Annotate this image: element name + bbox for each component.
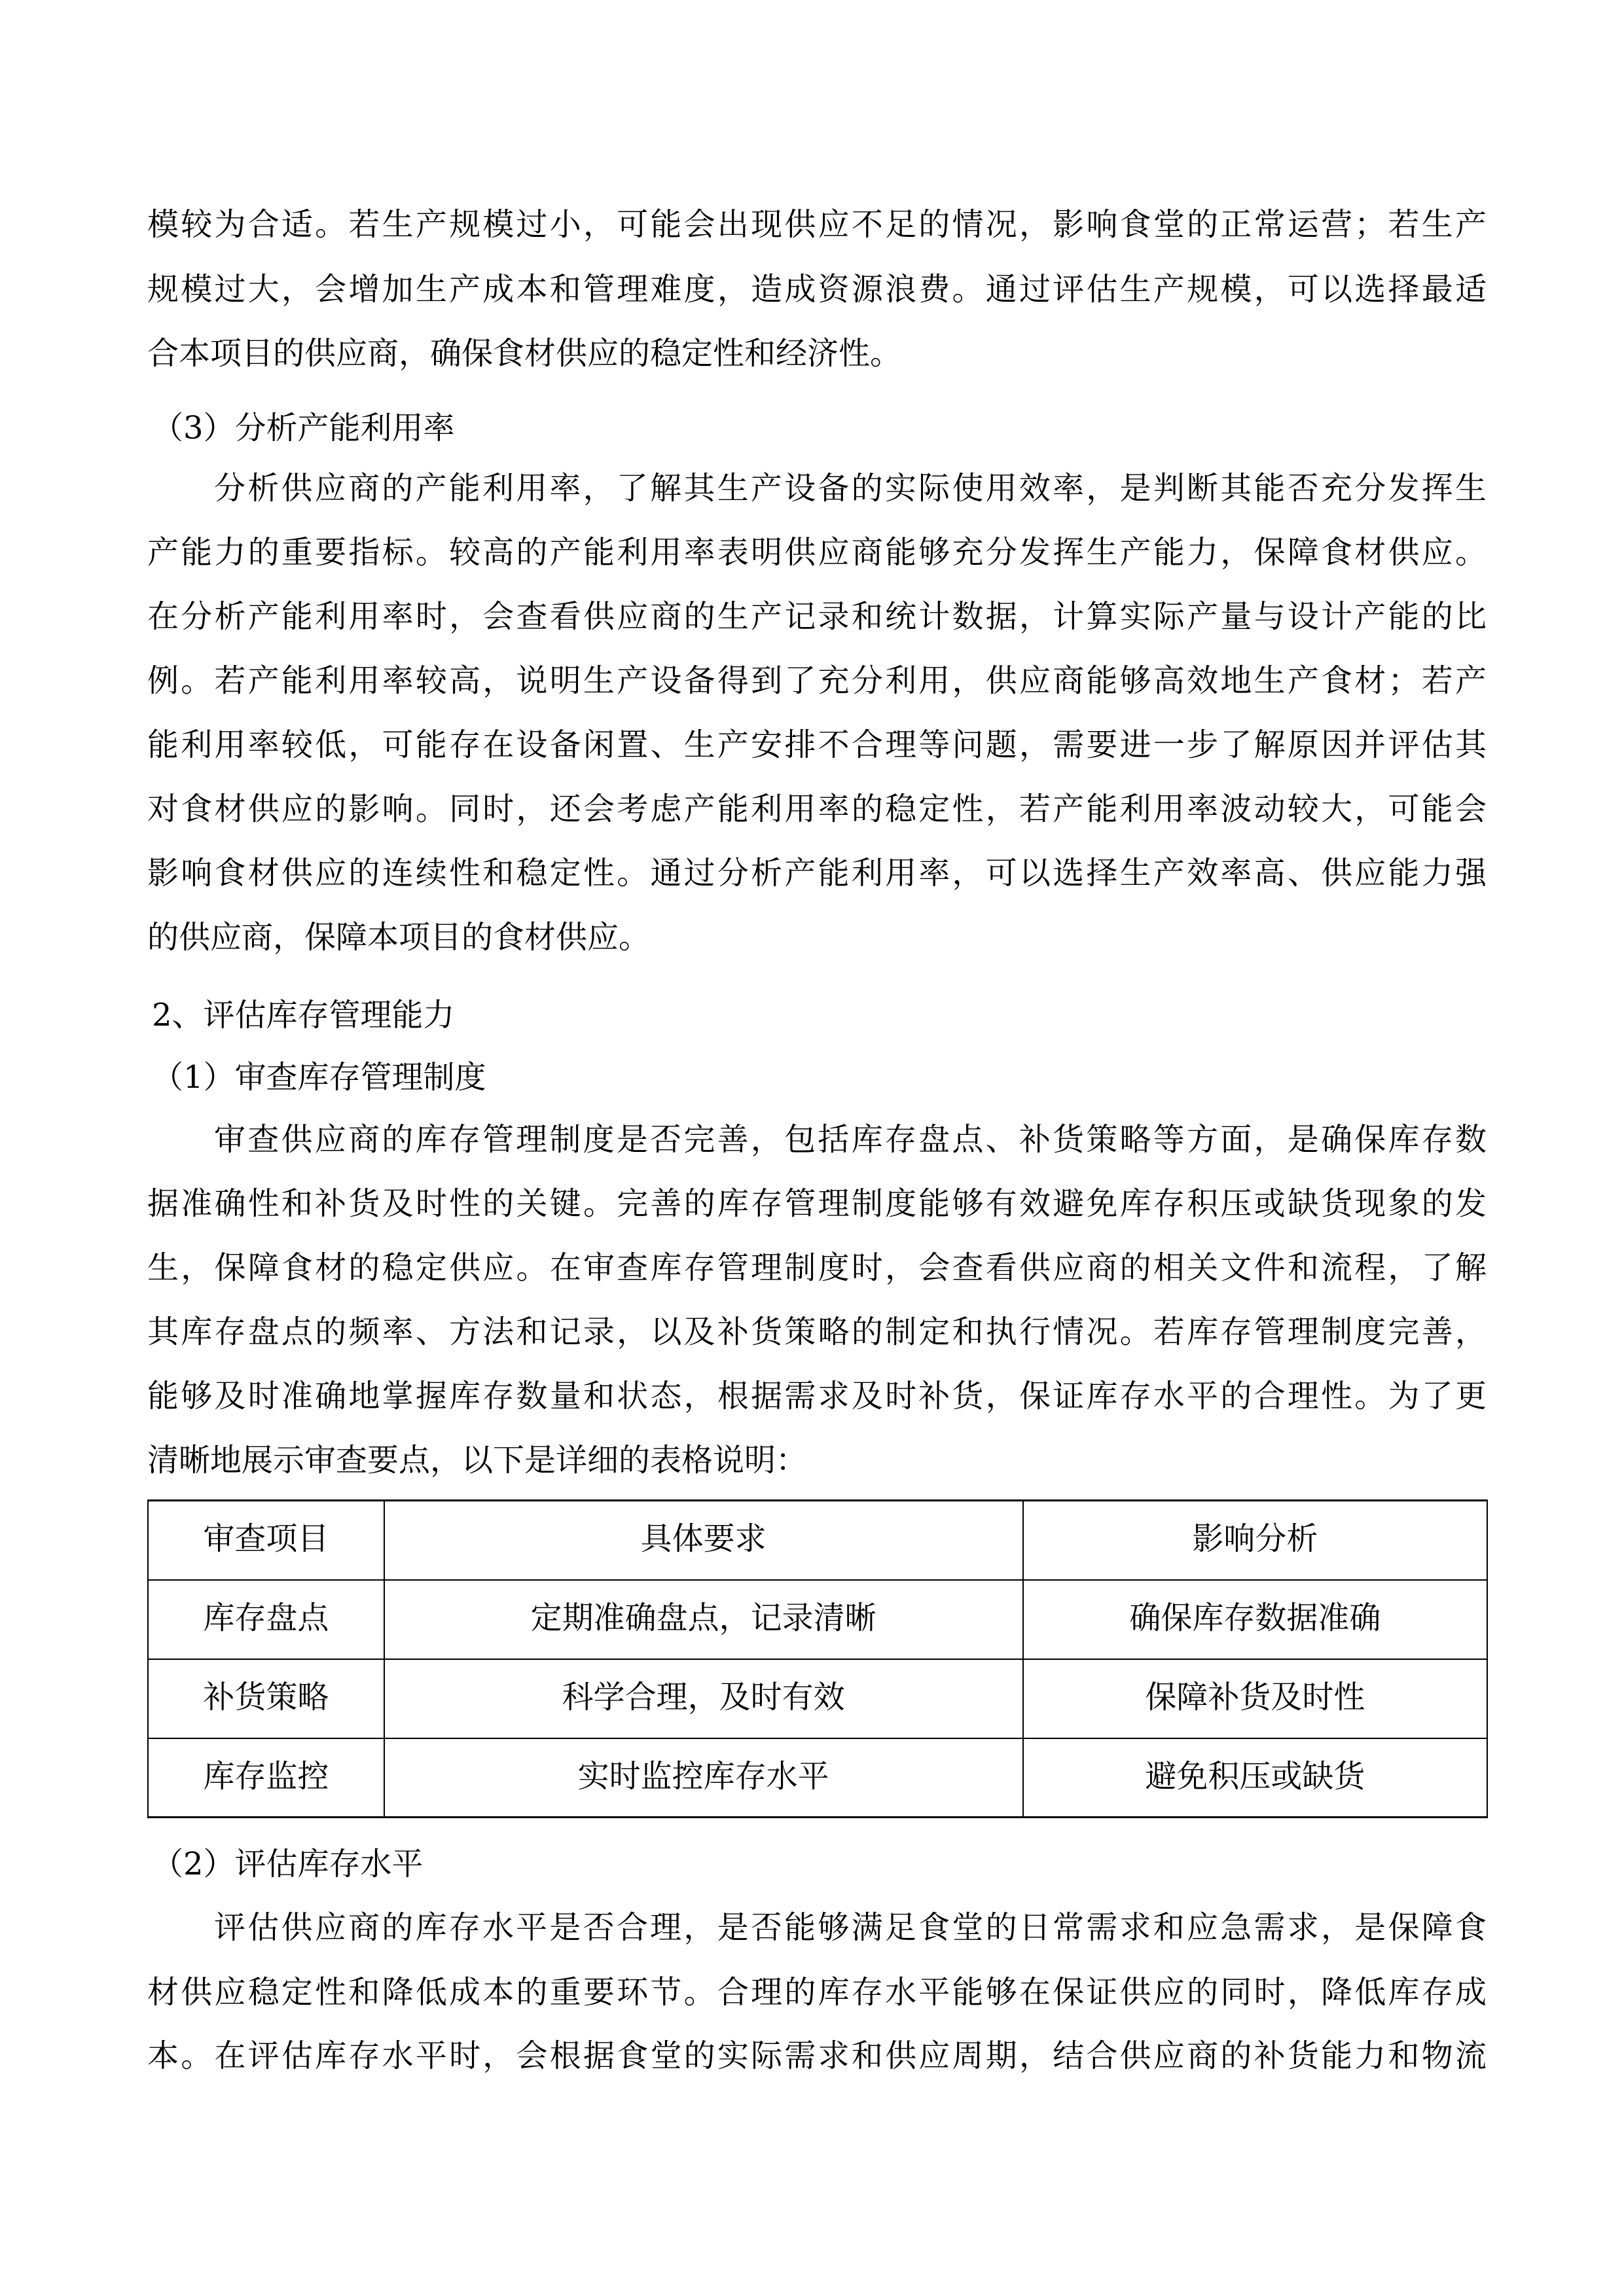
section-heading: （1）审查库存管理制度 <box>152 1059 486 1096</box>
paragraph-line: 据准确性和补货及时性的关键。完善的库存管理制度能够有效避免库存积压或缺货现象的发 <box>147 1185 1487 1222</box>
paragraph-line: 清晰地展示审查要点，以下是详细的表格说明： <box>147 1442 808 1479</box>
paragraph-line: 例。若产能利用率较高，说明生产设备得到了充分利用，供应商能够高效地生产食材；若产 <box>147 662 1487 699</box>
table-cell: 确保库存数据准确 <box>1023 1580 1487 1659</box>
table-cell: 避免积压或缺货 <box>1023 1738 1487 1818</box>
table-header-row <box>148 1501 1487 1580</box>
table-header-cell: 具体要求 <box>384 1501 1023 1580</box>
table-cell: 实时监控库存水平 <box>384 1738 1023 1818</box>
inventory-review-table <box>147 1499 1488 1818</box>
paragraph-line: 分析供应商的产能利用率，了解其生产设备的实际使用效率，是判断其能否充分发挥生 <box>214 470 1487 507</box>
section-heading: 2、评估库存管理能力 <box>152 997 455 1033</box>
paragraph-line: 对食材供应的影响。同时，还会考虑产能利用率的稳定性，若产能利用率波动较大，可能会 <box>147 791 1487 827</box>
table-cell: 保障补货及时性 <box>1023 1659 1487 1738</box>
paragraph-line: 的供应商，保障本项目的食材供应。 <box>147 919 651 956</box>
paragraph-line: 在分析产能利用率时，会查看供应商的生产记录和统计数据，计算实际产量与设计产能的比 <box>147 598 1487 635</box>
section-heading: （2）评估库存水平 <box>152 1846 424 1882</box>
paragraph-line: 能够及时准确地掌握库存数量和状态，根据需求及时补货，保证库存水平的合理性。为了更 <box>147 1378 1487 1414</box>
paragraph-line: 其库存盘点的频率、方法和记录，以及补货策略的制定和执行情况。若库存管理制度完善， <box>147 1314 1487 1350</box>
table-cell: 科学合理，及时有效 <box>384 1659 1023 1738</box>
paragraph-line: 本。在评估库存水平时，会根据食堂的实际需求和供应周期，结合供应商的补货能力和物流 <box>147 2037 1487 2074</box>
paragraph-line: 能利用率较低，可能存在设备闲置、生产安排不合理等问题，需要进一步了解原因并评估其 <box>147 726 1487 763</box>
paragraph-line: 审查供应商的库存管理制度是否完善，包括库存盘点、补货策略等方面，是确保库存数 <box>214 1121 1487 1158</box>
paragraph-line: 生，保障食材的稳定供应。在审查库存管理制度时，会查看供应商的相关文件和流程，了解 <box>147 1249 1487 1286</box>
paragraph-line: 产能力的重要指标。较高的产能利用率表明供应商能够充分发挥生产能力，保障食材供应。 <box>147 534 1487 571</box>
paragraph-line: 规模过大，会增加生产成本和管理难度，造成资源浪费。通过评估生产规模，可以选择最适 <box>147 271 1487 308</box>
paragraph-line: 影响食材供应的连续性和稳定性。通过分析产能利用率，可以选择生产效率高、供应能力强 <box>147 855 1487 891</box>
paragraph-line: 评估供应商的库存水平是否合理，是否能够满足食堂的日常需求和应急需求，是保障食 <box>214 1909 1487 1946</box>
table-row <box>148 1738 1487 1818</box>
paragraph-line: 模较为合适。若生产规模过小，可能会出现供应不足的情况，影响食堂的正常运营；若生产 <box>147 206 1487 243</box>
paragraph-line: 合本项目的供应商，确保食材供应的稳定性和经济性。 <box>147 335 902 372</box>
table-row <box>148 1580 1487 1659</box>
table-header-cell: 审查项目 <box>148 1501 384 1580</box>
table-cell: 库存监控 <box>148 1738 384 1818</box>
table-cell: 库存盘点 <box>148 1580 384 1659</box>
table-header-cell: 影响分析 <box>1023 1501 1487 1580</box>
table-cell: 定期准确盘点，记录清晰 <box>384 1580 1023 1659</box>
section-heading: （3）分析产能利用率 <box>152 410 455 446</box>
table-cell: 补货策略 <box>148 1659 384 1738</box>
paragraph-line: 材供应稳定性和降低成本的重要环节。合理的库存水平能够在保证供应的同时，降低库存成 <box>147 1974 1487 2011</box>
table-row <box>148 1659 1487 1738</box>
